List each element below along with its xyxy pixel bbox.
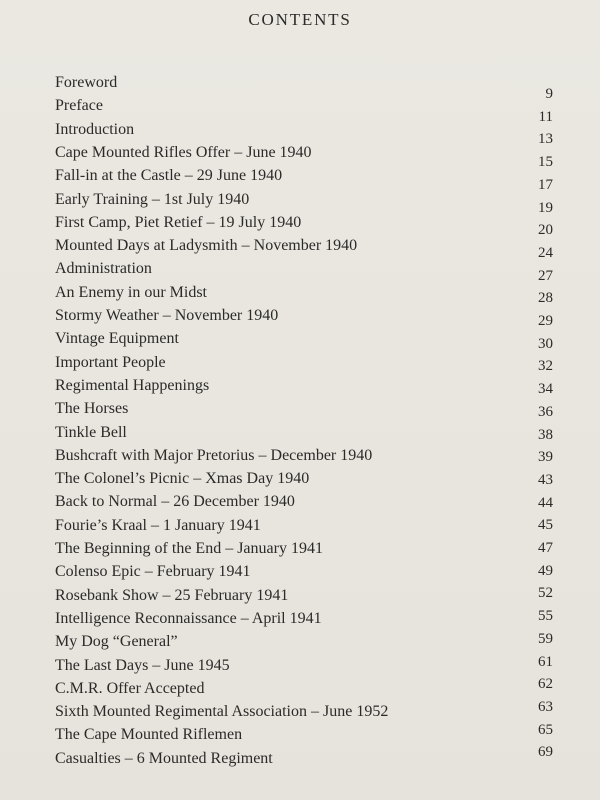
toc-entry-page-number: 32 xyxy=(538,358,553,375)
toc-entry-title: Preface xyxy=(55,97,103,115)
toc-entry-page-number: 27 xyxy=(538,267,553,284)
toc-entry-title: The Beginning of the End – January 1941 xyxy=(55,540,323,557)
toc-entry-page-number: 28 xyxy=(538,290,553,307)
toc-entry-page-number: 19 xyxy=(538,199,553,216)
toc-entry-page-number: 17 xyxy=(538,176,553,193)
toc-entry-title: Introduction xyxy=(55,120,135,138)
toc-entry-title: Fall-in at the Castle – 29 June 1940 xyxy=(55,167,283,185)
toc-entry-title: Foreword xyxy=(55,74,118,91)
toc-entry-title: An Enemy in our Midst xyxy=(55,283,207,301)
toc-entry-page-number: 63 xyxy=(538,698,553,715)
toc-entry-title: Stormy Weather – November 1940 xyxy=(55,307,279,324)
toc-entry-page-number: 30 xyxy=(538,335,553,352)
toc-entry-title: The Horses xyxy=(55,400,129,418)
toc-entry-page-number: 62 xyxy=(538,676,553,693)
toc-entry-title: Tinkle Bell xyxy=(55,423,127,441)
toc-entry-title: Colenso Epic – February 1941 xyxy=(55,563,251,581)
toc-entry-page-number: 59 xyxy=(538,630,553,647)
toc-entry-title: C.M.R. Offer Accepted xyxy=(55,679,205,697)
toc-entry-page-number: 49 xyxy=(538,562,553,579)
toc-entry-title: First Camp, Piet Retief – 19 July 1940 xyxy=(55,213,302,231)
page-title: CONTENTS xyxy=(248,10,352,29)
toc-entry-page-number: 47 xyxy=(538,540,553,556)
toc-entry-title: Fourie’s Kraal – 1 January 1941 xyxy=(55,516,261,534)
toc-entry-page-number: 20 xyxy=(538,222,553,239)
toc-entry-page-number: 34 xyxy=(538,381,553,398)
toc-entry-page-number: 65 xyxy=(538,721,553,738)
toc-entry-title: Mounted Days at Ladysmith – November 1940 xyxy=(55,237,358,255)
toc-entry-page-number: 38 xyxy=(538,426,553,443)
toc-entry-page-number: 36 xyxy=(538,403,553,420)
toc-entry-title: Intelligence Reconnaissance – April 1941 xyxy=(55,609,322,627)
toc-entry-title: My Dog “General” xyxy=(55,633,178,651)
toc-entry-title: Sixth Mounted Regimental Association – June 1952 xyxy=(55,703,389,721)
toc-entry-title: Casualties – 6 Mounted Regiment xyxy=(55,749,273,767)
toc-entry-page-number: 9 xyxy=(545,86,553,102)
toc-entry-page-number: 52 xyxy=(538,585,553,602)
toc-entry-page-number: 29 xyxy=(538,313,553,329)
toc-entry-title: Vintage Equipment xyxy=(55,330,179,348)
toc-entry-title: Important People xyxy=(55,353,166,371)
toc-entry-page-number: 13 xyxy=(538,131,553,148)
toc-entry-page-number: 24 xyxy=(538,244,553,261)
toc-entry-title: Regimental Happenings xyxy=(55,376,210,394)
toc-entry-page-number: 61 xyxy=(538,653,553,670)
toc-entry-page-number: 11 xyxy=(538,108,553,125)
toc-entry-title: Back to Normal – 26 December 1940 xyxy=(55,493,295,511)
toc-entry-page-number: 44 xyxy=(538,494,553,511)
toc-entry-title: The Cape Mounted Riflemen xyxy=(55,726,243,744)
toc-entry-title: The Last Days – June 1945 xyxy=(55,656,230,674)
toc-entry-page-number: 39 xyxy=(538,449,553,466)
toc-entry-title: The Colonel’s Picnic – Xmas Day 1940 xyxy=(55,470,310,488)
toc-entry-page-number: 69 xyxy=(538,744,553,761)
toc-entry-page-number: 15 xyxy=(538,154,553,171)
toc-entry-title: Early Training – 1st July 1940 xyxy=(55,190,250,208)
toc-entry-title: Administration xyxy=(55,260,152,278)
toc-entry-title: Rosebank Show – 25 February 1941 xyxy=(55,586,289,604)
toc-entry-title: Bushcraft with Major Pretorius – December 1940 xyxy=(55,446,373,464)
toc-entry-page-number: 45 xyxy=(538,517,553,534)
toc-entry-page-number: 55 xyxy=(538,608,553,625)
toc-entry-title: Cape Mounted Rifles Offer – June 1940 xyxy=(55,143,312,161)
toc-entry-page-number: 43 xyxy=(538,471,553,488)
